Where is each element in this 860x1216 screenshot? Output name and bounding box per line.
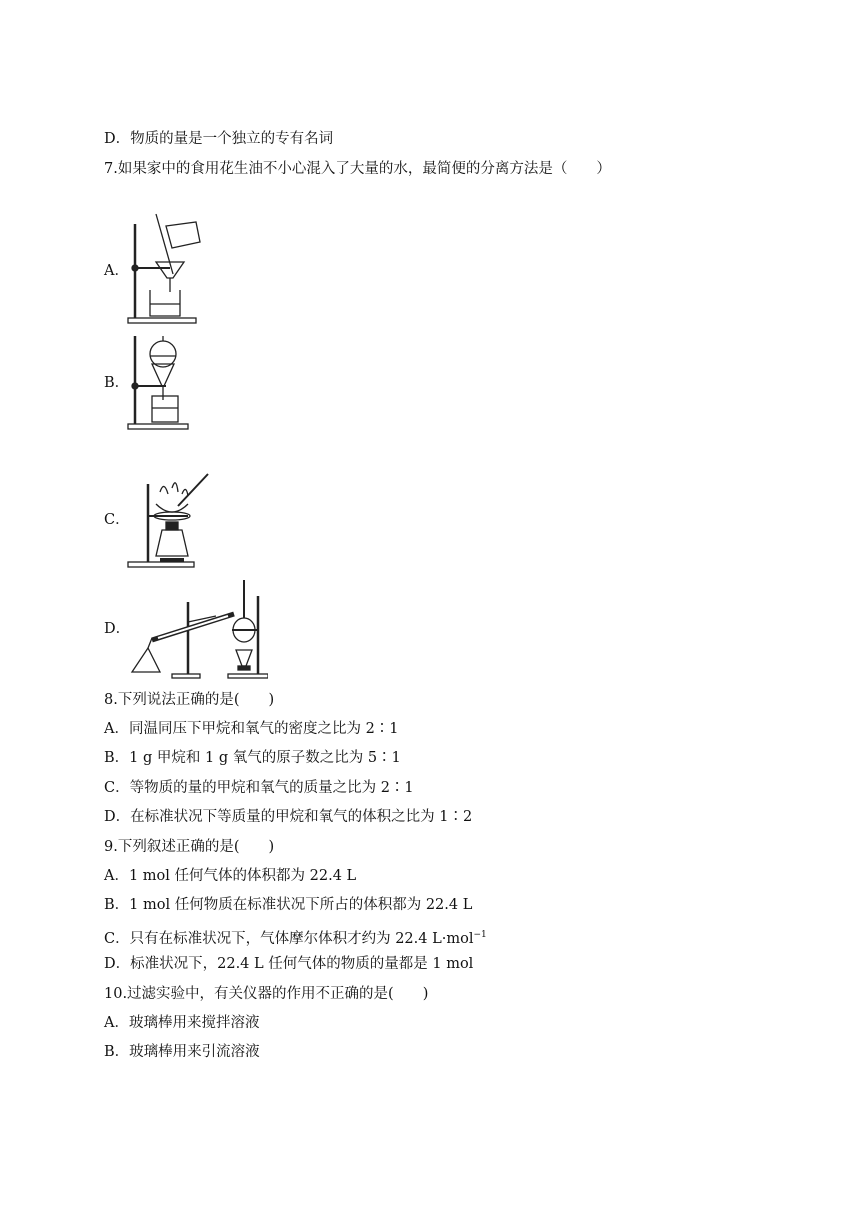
filtration-apparatus-figure (126, 212, 206, 326)
q6-option-d: D．物质的量是一个独立的专有名词 (104, 131, 334, 147)
q8-option-c: C．等物质的量的甲烷和氧气的质量之比为 2∶1 (104, 780, 414, 796)
q8-option-b: B．1 g 甲烷和 1 g 氧气的原子数之比为 5∶1 (104, 750, 401, 766)
q7-option-a-label: A． (104, 263, 129, 279)
q9-option-c-superscript: −1 (473, 930, 487, 940)
q9-option-d: D．标准状况下，22.4 L 任何气体的物质的量都是 1 mol (104, 956, 474, 972)
q7-option-d-label: D． (104, 621, 131, 637)
q8-option-a: A．同温同压下甲烷和氧气的密度之比为 2∶1 (104, 721, 399, 737)
evaporation-apparatus-figure (126, 470, 216, 570)
q9-option-c (104, 925, 487, 949)
q10-option-a: A．玻璃棒用来搅拌溶液 (104, 1015, 260, 1031)
q9-option-b: B．1 mol 任何物质在标准状况下所占的体积都为 22.4 L (104, 897, 473, 913)
q10-stem: 10.过滤实验中，有关仪器的作用不正确的是( ) (104, 986, 429, 1002)
q7-option-b-label: B． (104, 375, 130, 391)
q7-option-c-label: C． (104, 512, 130, 528)
q8-option-d: D．在标准状况下等质量的甲烷和氧气的体积之比为 1∶2 (104, 809, 473, 825)
separatory-funnel-figure (126, 334, 196, 432)
q8-stem: 8.下列说法正确的是( ) (104, 692, 275, 708)
q9-stem: 9.下列叙述正确的是( ) (104, 839, 275, 855)
distillation-apparatus-figure (128, 578, 268, 680)
q10-option-b: B．玻璃棒用来引流溶液 (104, 1044, 260, 1060)
q7-stem: 7.如果家中的食用花生油不小心混入了大量的水，最简便的分离方法是（ ） (104, 161, 611, 177)
q9-option-a: A．1 mol 任何气体的体积都为 22.4 L (104, 868, 357, 884)
q9-option-c-text: C．只有在标准状况下，气体摩尔体积才约为 22.4 L·mol (104, 930, 474, 947)
